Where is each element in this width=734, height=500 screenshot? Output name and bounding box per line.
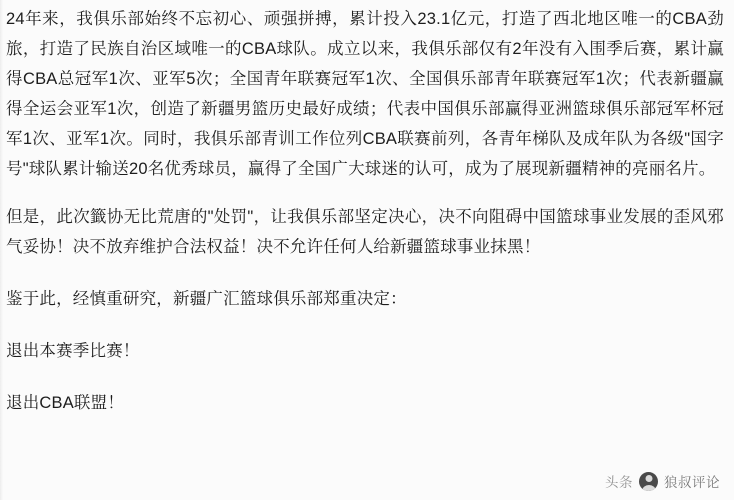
user-avatar-icon [639, 472, 658, 491]
paragraph-2: 但是，此次籤协无比荒唐的"处罚"，让我俱乐部坚定决心，决不向阻碍中国篮球事业发展的歪风邪气妥协！决不放弃维护合法权益！决不允许任何人给新疆篮球事业抹黑！ [6, 208, 724, 256]
watermark-platform-label: 头条 [605, 475, 633, 490]
watermark-author-name: 狼叔评论 [664, 475, 720, 490]
watermark [605, 471, 720, 491]
paragraph-4: 退出本赛季比赛！ [6, 342, 140, 360]
paragraph-3: 鉴于此，经慎重研究，新疆广汇篮球俱乐部郑重决定： [6, 290, 407, 308]
paragraph-5: 退出CBA联盟！ [6, 394, 125, 412]
paragraph-1: 24年来，我俱乐部始终不忘初心、顽强拼搏，累计投入23.1亿元，打造了西北地区唯一的CBA劲旅，打造了民族自治区域唯一的CBA球队。成立以来，我俱乐部仅有2年没有入围季后赛，累计赢得CBA总冠军1次、亚军5次；全国青年联赛冠军1次、全国俱乐部青年联赛冠军1次；代表新疆赢得全运会亚军1次，创造了新疆男篮历史最好成绩；代表中国俱乐部赢得亚洲篮球俱乐部冠军杯冠军1次、亚军1次。同时，我俱乐部青训工作位列CBA联赛前列，各青年梯队及成年队为各级"国字号"球队累计输送20名优秀球员，赢得了全国广大球迷的认可，成为了展现新疆精神的亮丽名片。 [6, 10, 724, 178]
page-left-edge-shadow [0, 0, 3, 500]
